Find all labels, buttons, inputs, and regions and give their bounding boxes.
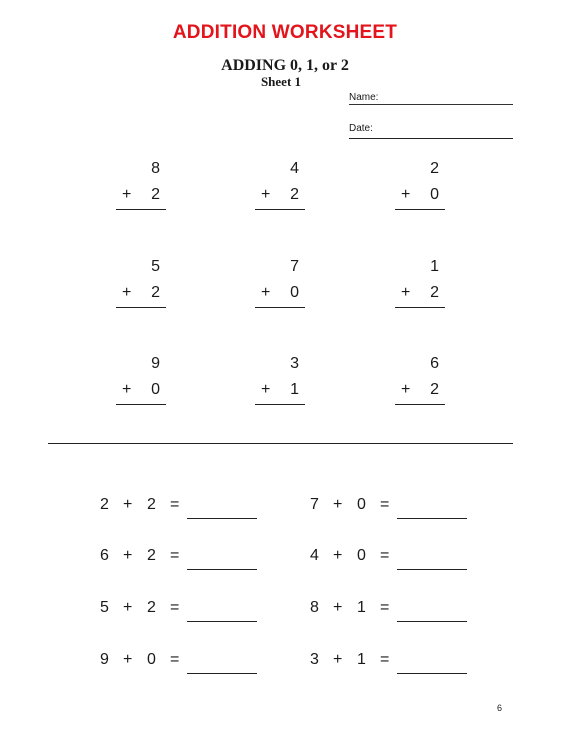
answer-line [395,307,445,308]
vertical-problem [255,355,305,405]
horizontal-problem [310,651,470,677]
addend-top: 7 [290,258,299,275]
answer-blank[interactable] [187,673,257,674]
addend-a: 5 [100,599,109,616]
addend-top: 5 [151,258,160,275]
addend-b: 1 [357,599,366,616]
date-label: Date: [349,123,373,134]
date-field[interactable] [349,123,513,139]
answer-line [255,209,305,210]
date-underline [349,138,513,139]
plus-sign: + [401,381,411,398]
vertical-problem [255,160,305,210]
horizontal-problem [100,599,260,625]
vertical-problem [395,160,445,210]
addend-b: 2 [147,599,156,616]
sheet-label: Sheet 1 [260,74,302,89]
addend-bottom: 0 [151,381,160,398]
plus-sign: + [261,186,271,203]
addend-top: 6 [430,355,439,372]
addend-bottom: 2 [430,381,439,398]
equals-sign: = [170,599,180,616]
addend-bottom: 2 [430,284,439,301]
addend-bottom: 0 [430,186,439,203]
addend-a: 6 [100,547,109,564]
horizontal-problem [310,547,470,573]
addend-b: 1 [357,651,366,668]
vertical-problem [395,258,445,308]
addend-a: 7 [310,496,319,513]
addend-bottom: 0 [290,284,299,301]
plus-sign: + [333,599,343,616]
equals-sign: = [170,496,180,513]
worksheet-title: ADDITION WORKSHEET [172,22,398,43]
section-divider [48,443,513,444]
answer-blank[interactable] [397,621,467,622]
plus-sign: + [122,381,132,398]
plus-sign: + [122,186,132,203]
plus-sign: + [123,651,133,668]
addend-top: 2 [430,160,439,177]
addend-a: 2 [100,496,109,513]
horizontal-problem [100,547,260,573]
addend-bottom: 1 [290,381,299,398]
plus-sign: + [123,547,133,564]
addend-top: 8 [151,160,160,177]
addend-b: 2 [147,547,156,564]
equals-sign: = [380,547,390,564]
plus-sign: + [401,284,411,301]
vertical-problem [255,258,305,308]
plus-sign: + [401,186,411,203]
answer-line [116,307,166,308]
plus-sign: + [333,547,343,564]
answer-line [116,404,166,405]
addend-top: 3 [290,355,299,372]
vertical-problem [116,160,166,210]
vertical-problem [395,355,445,405]
addend-b: 2 [147,496,156,513]
addend-b: 0 [357,547,366,564]
vertical-problem [116,258,166,308]
plus-sign: + [261,381,271,398]
plus-sign: + [333,651,343,668]
plus-sign: + [123,496,133,513]
equals-sign: = [380,599,390,616]
answer-blank[interactable] [397,518,467,519]
horizontal-problem [100,496,260,522]
worksheet-subtitle: ADDING 0, 1, or 2 [221,57,349,74]
addend-b: 0 [357,496,366,513]
answer-blank[interactable] [187,518,257,519]
addend-bottom: 2 [151,186,160,203]
addend-a: 9 [100,651,109,668]
equals-sign: = [380,651,390,668]
page-number: 6 [497,703,503,713]
addend-top: 9 [151,355,160,372]
horizontal-problem [310,599,470,625]
addend-a: 8 [310,599,319,616]
horizontal-problem [310,496,470,522]
addend-b: 0 [147,651,156,668]
answer-line [116,209,166,210]
answer-line [255,404,305,405]
horizontal-problem [100,651,260,677]
answer-line [395,209,445,210]
answer-blank[interactable] [187,621,257,622]
name-field[interactable] [349,92,513,105]
addend-bottom: 2 [290,186,299,203]
addend-a: 3 [310,651,319,668]
name-label: Name: [349,92,379,103]
plus-sign: + [333,496,343,513]
answer-blank[interactable] [187,569,257,570]
plus-sign: + [122,284,132,301]
answer-line [255,307,305,308]
answer-line [395,404,445,405]
answer-blank[interactable] [397,673,467,674]
addend-a: 4 [310,547,319,564]
addend-top: 4 [290,160,299,177]
addend-bottom: 2 [151,284,160,301]
name-underline [349,104,513,105]
answer-blank[interactable] [397,569,467,570]
equals-sign: = [170,547,180,564]
equals-sign: = [380,496,390,513]
addend-top: 1 [430,258,439,275]
plus-sign: + [261,284,271,301]
equals-sign: = [170,651,180,668]
vertical-problem [116,355,166,405]
plus-sign: + [123,599,133,616]
